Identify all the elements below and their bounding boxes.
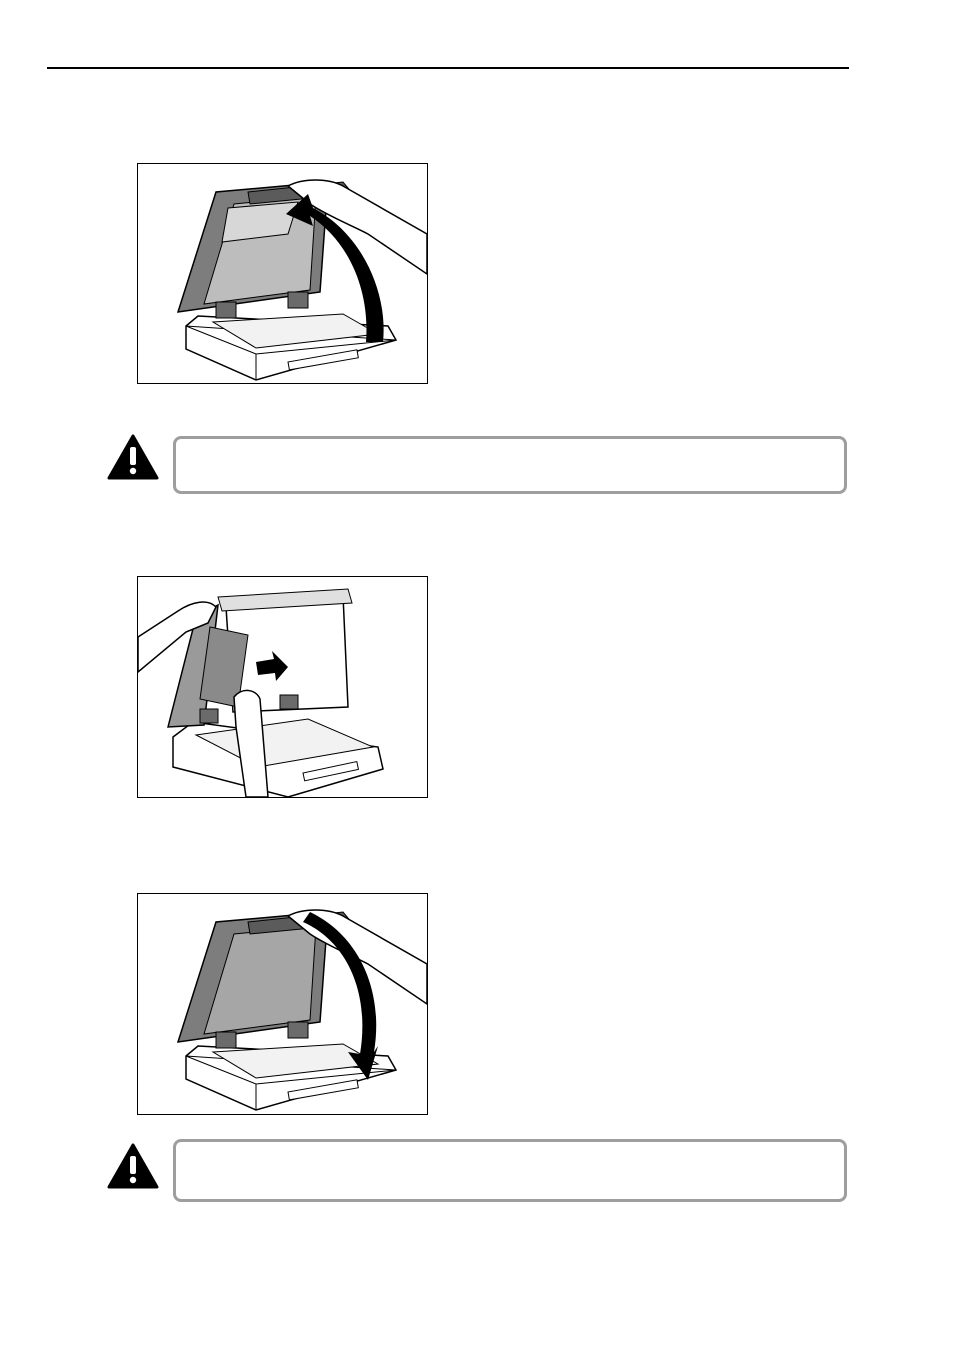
caution-triangle-icon [107,1143,159,1189]
figure-remove-jam [137,576,428,798]
caution-box [173,436,847,494]
caution-text [176,1142,844,1162]
header-rule [47,67,849,69]
figure-open-feeder [137,163,428,384]
scanner-feeder-close-illustration [138,894,427,1114]
figure-close-feeder [137,893,428,1115]
caution-triangle-icon [107,434,159,480]
scanner-remove-jammed-paper-illustration [138,577,427,797]
scanner-feeder-open-illustration [138,164,427,383]
caution-box [173,1139,847,1202]
caution-text [176,439,844,459]
